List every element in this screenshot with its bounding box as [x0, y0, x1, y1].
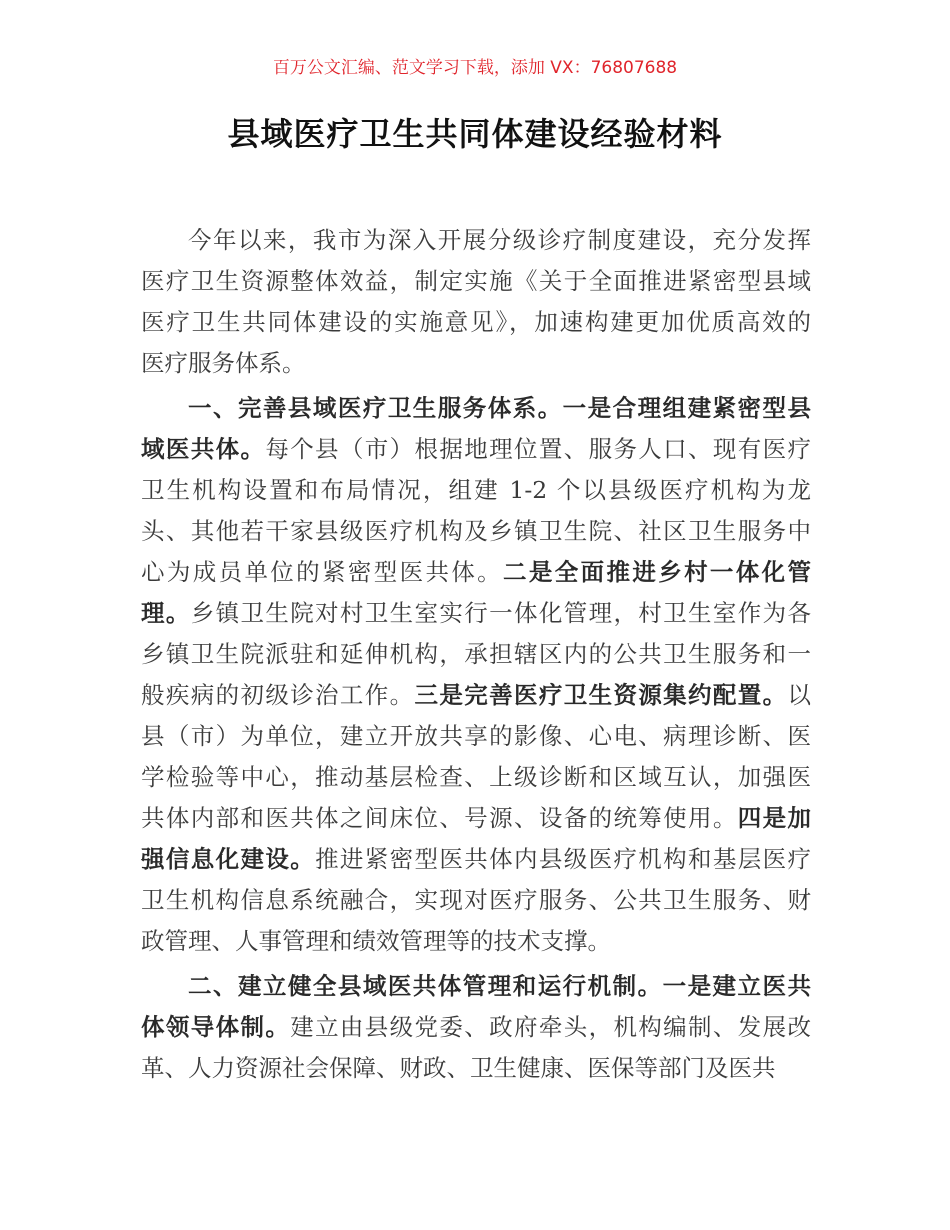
text-line	[141, 302, 811, 343]
text-line	[141, 429, 811, 470]
text-line	[141, 634, 811, 675]
bold-heading-run: 一、完善县域医疗卫生服务体系。一是合理组建紧密型县	[188, 394, 811, 422]
text-line	[141, 839, 811, 880]
document-body	[141, 220, 811, 1089]
bold-heading-run: 四是加	[737, 804, 812, 832]
text-run: 心为成员单位的紧密型医共体。	[141, 558, 504, 586]
text-line	[141, 388, 811, 429]
watermark-header-note: 百万公文汇编、范文学习下载，添加 VX：76807688	[272, 58, 678, 78]
text-run: 每个县（市）根据地理位置、服务人口、现有医疗	[265, 435, 812, 463]
text-line	[141, 1048, 811, 1089]
text-run: 建立由县级党委、政府牵头，机构编制、发展改	[290, 1013, 812, 1041]
text-line	[141, 220, 811, 261]
bold-heading-run: 三是完善医疗卫生资源集约配置。	[414, 681, 788, 709]
text-run: 以	[787, 681, 812, 709]
text-run: 政管理、人事管理和绩效管理等的技术支撑。	[141, 927, 611, 955]
paragraph-1	[141, 220, 811, 384]
text-run: 卫生机构信息系统融合，实现对医疗服务、公共卫生服务、财	[141, 886, 811, 914]
text-line	[141, 921, 811, 962]
text-run: 乡镇卫生院派驻和延伸机构，承担辖区内的公共卫生服务和一	[141, 640, 811, 668]
text-run: 共体内部和医共体之间床位、号源、设备的统筹使用。	[141, 804, 738, 832]
text-line	[141, 966, 811, 1007]
bold-heading-run: 理。	[141, 599, 191, 627]
text-line	[141, 1007, 811, 1048]
text-run: 革、人力资源社会保障、财政、卫生健康、医保等部门及医共	[141, 1054, 776, 1082]
text-run: 学检验等中心，推动基层检查、上级诊断和区域互认，加强医	[141, 763, 811, 791]
text-line	[141, 511, 811, 552]
text-run: 般疾病的初级诊治工作。	[141, 681, 415, 709]
text-line	[141, 757, 811, 798]
text-run: 今年以来，我市为深入开展分级诊疗制度建设，充分发挥	[188, 226, 811, 254]
text-run: 医疗卫生资源整体效益，制定实施《关于全面推进紧密型县域	[141, 267, 811, 295]
text-line	[141, 798, 811, 839]
text-line	[141, 716, 811, 757]
text-line	[141, 593, 811, 634]
bold-heading-run: 强信息化建设。	[141, 845, 316, 873]
text-run: 县（市）为单位，建立开放共享的影像、心电、病理诊断、医	[141, 722, 811, 750]
paragraph-3	[141, 966, 811, 1089]
text-run: 医疗卫生共同体建设的实施意见》，加速构建更加优质高效的	[141, 308, 811, 336]
text-line	[141, 470, 811, 511]
bold-heading-run: 体领导体制。	[141, 1013, 291, 1041]
text-run: 乡镇卫生院对村卫生室实行一体化管理，村卫生室作为各	[190, 599, 812, 627]
text-run: 医疗服务体系。	[141, 349, 306, 377]
text-line	[141, 552, 811, 593]
text-run: 头、其他若干家县级医疗机构及乡镇卫生院、社区卫生服务中	[141, 517, 811, 545]
text-line	[141, 261, 811, 302]
text-run: 推进紧密型医共体内县级医疗机构和基层医疗	[315, 845, 812, 873]
document-title: 县域医疗卫生共同体建设经验材料	[227, 115, 723, 153]
bold-heading-run: 二是全面推进乡村一体化管	[503, 558, 812, 586]
paragraph-2	[141, 388, 811, 962]
text-run: 卫生机构设置和布局情况，组建 1-2 个以县级医疗机构为龙	[141, 476, 811, 504]
text-line	[141, 880, 811, 921]
bold-heading-run: 域医共体。	[141, 435, 266, 463]
text-line	[141, 343, 811, 384]
text-line	[141, 675, 811, 716]
bold-heading-run: 二、建立健全县域医共体管理和运行机制。一是建立医共	[188, 972, 811, 1000]
